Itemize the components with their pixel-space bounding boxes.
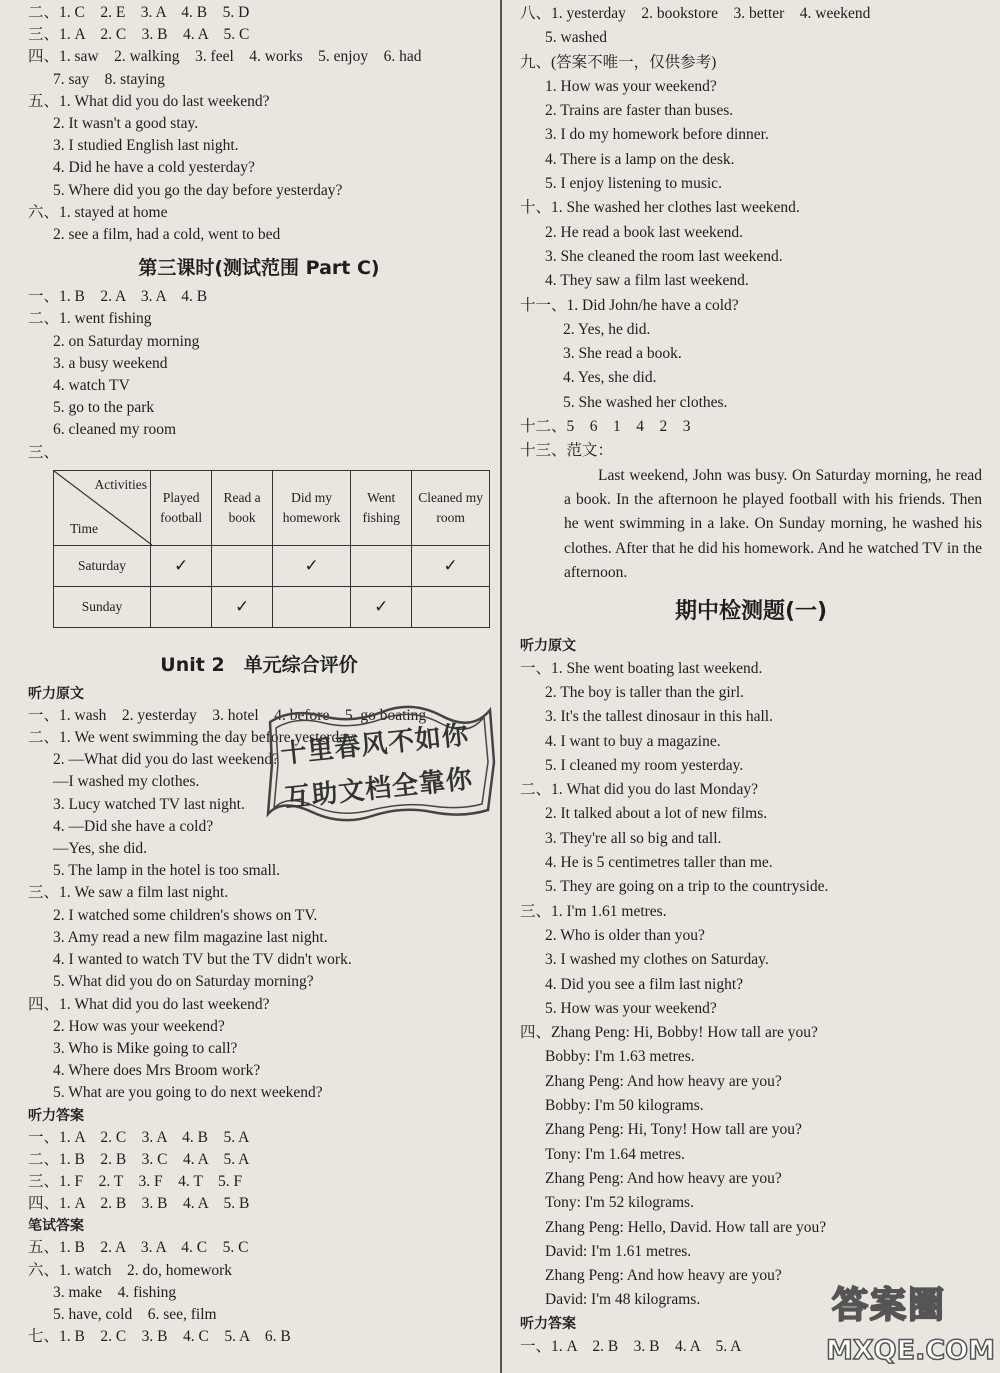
answer-line: 2. see a film, had a cold, went to bed [53,226,281,244]
dialogue-line: Tony: I'm 1.64 metres. [545,1145,685,1163]
table-row [54,586,490,627]
answer-line: 三、1. I'm 1.61 metres. [520,902,667,920]
written-answers-label: 笔试答案 [28,1218,84,1235]
dialogue-line: David: I'm 1.61 metres. [545,1242,692,1260]
answer-line: 4. I wanted to watch TV but the TV didn't work. [53,951,352,969]
answer-line: 5. How was your weekend? [545,999,717,1017]
answer-line: 一、1. B 2. A 3. A 4. B [28,288,208,306]
dialogue-line: Zhang Peng: And how heavy are you? [545,1169,782,1187]
answer-line: 5. I enjoy listening to music. [545,175,722,193]
row-header: Sunday [54,586,151,627]
dialogue-line: David: I'm 48 kilograms. [545,1291,701,1309]
answer-line: 五、1. What did you do last weekend? [28,92,270,110]
answer-line: 一、1. She went boating last weekend. [520,659,763,677]
check-cell [272,586,350,627]
check-cell [212,545,273,586]
answer-line: 5. Where did you go the day before yesterday? [53,181,343,199]
answer-line: 六、1. stayed at home [28,203,168,221]
answer-line: 4. Yes, she did. [563,369,657,387]
answer-line: 3. Who is Mike going to call? [53,1039,238,1057]
listening-answers-label: 听力答案 [28,1107,84,1124]
answer-line: 4. I want to buy a magazine. [545,732,721,750]
left-column [28,2,490,1348]
block2 [28,91,490,202]
answer-line: 4. Where does Mrs Broom work? [53,1062,261,1080]
answer-line: 二、1. What did you do last Monday? [520,781,759,799]
answer-line: 二、1. C 2. E 3. A 4. B 5. D [28,4,250,21]
answer-line: 二、1. went fishing [28,310,152,328]
column-header: Read a book [212,470,273,545]
answer-line: 2. It wasn't a good stay. [53,115,199,133]
answer-line: 2. Yes, he did. [563,320,651,338]
answer-line: 2. I watched some children's shows on TV. [53,906,318,924]
answer-line: 2. Who is older than you? [545,926,705,944]
corner-time-label: Time [70,520,99,536]
answer-line: 一、1. wash 2. yesterday 3. hotel 4. before 5. go boating [28,706,427,724]
answer-line: 八、1. yesterday 2. bookstore 3. better 4. weekend [520,5,871,22]
answer-line: 5. have, cold 6. see, film [53,1305,217,1323]
check-cell [351,545,412,586]
answer-line: 3. make 4. fishing [53,1283,177,1301]
unit2-title: Unit 2 单元综合评价 [160,653,358,676]
answer-line: 五、1. B 2. A 3. A 4. C 5. C [28,1239,249,1257]
answer-line: 九、(答案不唯一，仅供参考) [520,53,717,71]
check-cell [412,586,490,627]
answer-line: 四、1. What did you do last weekend? [28,995,270,1013]
answer-line: 4. Did he have a cold yesterday? [53,159,255,177]
answer-line: 六、1. watch 2. do, homework [28,1261,233,1279]
column-header: Cleaned my room [412,470,490,545]
answer-line: 二、1. We went swimming the day before yesterday. [28,729,357,747]
answer-line: 二、1. B 2. B 3. C 4. A 5. A [28,1150,250,1168]
dialogue-line: Zhang Peng: Hi, Tony! How tall are you? [545,1121,802,1139]
answer-line: 3. I do my homework before dinner. [545,126,769,144]
answer-line: 5. What are you going to do next weekend? [53,1084,323,1102]
listening-script-label: 听力原文 [28,685,84,702]
answer-line: 5. They are going on a trip to the countryside. [545,878,829,896]
answer-line: 三、1. F 2. T 3. F 4. T 5. F [28,1172,243,1190]
corner-activities-label: Activities [94,476,147,492]
block3 [28,202,490,246]
answer-line: 5. go to the park [53,399,155,417]
check-cell [150,586,211,627]
stamp-line: 十里春风不如你 [279,720,471,770]
answer-line: 3. Lucy watched TV last night. [53,795,245,813]
midterm-title: 期中检测题(一) [674,598,828,624]
stamp-line: 互助文档全靠你 [283,764,475,814]
answer-line: 四、Zhang Peng: Hi, Bobby! How tall are you? [520,1024,818,1042]
answer-line: 1. How was your weekend? [545,77,717,95]
right-column [520,2,982,1359]
column-divider [500,0,502,1373]
answer-line: 3. She read a book. [563,345,682,363]
answer-line: 4. watch TV [53,377,130,395]
answer-line: 三、 [28,443,60,461]
watermark-logo-text: 答案圈 [832,1285,947,1326]
check-cell: ✓ [351,586,412,627]
answer-line: 四、1. saw 2. walking 3. feel 4. works 5. enjoy 6. had [28,48,422,66]
answer-line: 3. a busy weekend [53,354,168,372]
answer-line: 5. washed [545,29,607,47]
answer-line: 一、1. A 2. B 3. B 4. A 5. A [520,1337,742,1355]
column-header: Went fishing [351,470,412,545]
answer-line: 3. It's the tallest dinosaur in this hall. [545,708,773,726]
check-cell: ✓ [212,586,273,627]
answer-line: 4. Did you see a film last night? [545,975,744,993]
answer-line: 3. Amy read a new film magazine last night. [53,928,328,946]
stamp-overlay [262,702,498,822]
answer-line: 十一、1. Did John/he have a cold? [520,296,739,314]
answer-line: 2. Trains are faster than buses. [545,102,734,120]
answer-line: 5. I cleaned my room yesterday. [545,756,744,774]
listening-answers-label: 听力答案 [520,1315,576,1332]
dialogue-line: Zhang Peng: Hello, David. How tall are you? [545,1218,827,1236]
dialogue-line: Zhang Peng: And how heavy are you? [545,1267,782,1285]
check-cell: ✓ [150,545,211,586]
site-watermark [826,1273,996,1369]
column-header: Did my homework [272,470,350,545]
dialogue-line: Bobby: I'm 50 kilograms. [545,1097,704,1115]
answer-line: 2. —What did you do last weekend? [53,751,279,769]
dialogue-line: Bobby: I'm 1.63 metres. [545,1048,695,1066]
answer-line: 2. How was your weekend? [53,1017,225,1035]
answer-line: 6. cleaned my room [53,421,177,439]
answer-line: 5. She washed her clothes. [563,393,728,411]
answer-line: —Yes, she did. [53,840,148,858]
model-essay: Last weekend, John was busy. On Saturday morning, he read a book. In the afternoon he played football with his friends. Then he went swimming in a lake. On Sunday morning, he washed his clothes. After that he did his homework. And he watched TV in the afternoon. [564,466,982,582]
dialogue-line: Tony: I'm 52 kilograms. [545,1194,694,1212]
answer-line: 十、1. She washed her clothes last weekend. [520,199,800,217]
watermark-url: MXQE.COM [826,1335,995,1366]
listening-script-label: 听力原文 [520,637,576,654]
answer-line: 十二、5 6 1 4 2 3 [520,418,691,436]
answer-line: 2. He read a book last weekend. [545,223,743,241]
row-header: Saturday [54,545,151,586]
answer-line: 4. —Did she have a cold? [53,817,214,835]
answer-line: 3. I studied English last night. [53,137,239,155]
answer-line: 5. What did you do on Saturday morning? [53,973,314,991]
block1 [28,2,490,91]
answer-line: 2. It talked about a lot of new films. [545,805,768,823]
answer-line: 3. They're all so big and tall. [545,829,722,847]
answer-line: 3. She cleaned the room last weekend. [545,247,783,265]
answer-line: 4. They saw a film last weekend. [545,272,749,290]
activity-table [53,470,490,628]
answer-line: 七、1. B 2. C 3. B 4. C 5. A 6. B [28,1328,291,1346]
answer-line: 三、1. A 2. C 3. B 4. A 5. C [28,26,250,44]
answer-line: 4. He is 5 centimetres taller than me. [545,854,773,872]
answer-line: 十三、范文： [520,442,614,460]
answer-line: 三、1. We saw a film last night. [28,884,229,902]
column-header: Played football [150,470,211,545]
answer-line: 2. on Saturday morning [53,332,200,350]
dialogue-line: Zhang Peng: And how heavy are you? [545,1072,782,1090]
answer-line: 7. say 8. staying [53,70,165,88]
table-corner-cell [54,470,151,545]
answer-line: 4. There is a lamp on the desk. [545,150,735,168]
lesson3-title: 第三课时(测试范围 Part C) [138,257,380,280]
answer-line: 四、1. A 2. B 3. B 4. A 5. B [28,1195,250,1213]
answer-line: 2. The boy is taller than the girl. [545,683,745,701]
answer-line: 5. The lamp in the hotel is too small. [53,862,281,880]
answer-line: —I washed my clothes. [53,773,200,791]
table-row [54,545,490,586]
check-cell: ✓ [272,545,350,586]
check-cell: ✓ [412,545,490,586]
answer-line: 一、1. A 2. C 3. A 4. B 5. A [28,1128,250,1146]
answer-line: 3. I washed my clothes on Saturday. [545,951,769,969]
